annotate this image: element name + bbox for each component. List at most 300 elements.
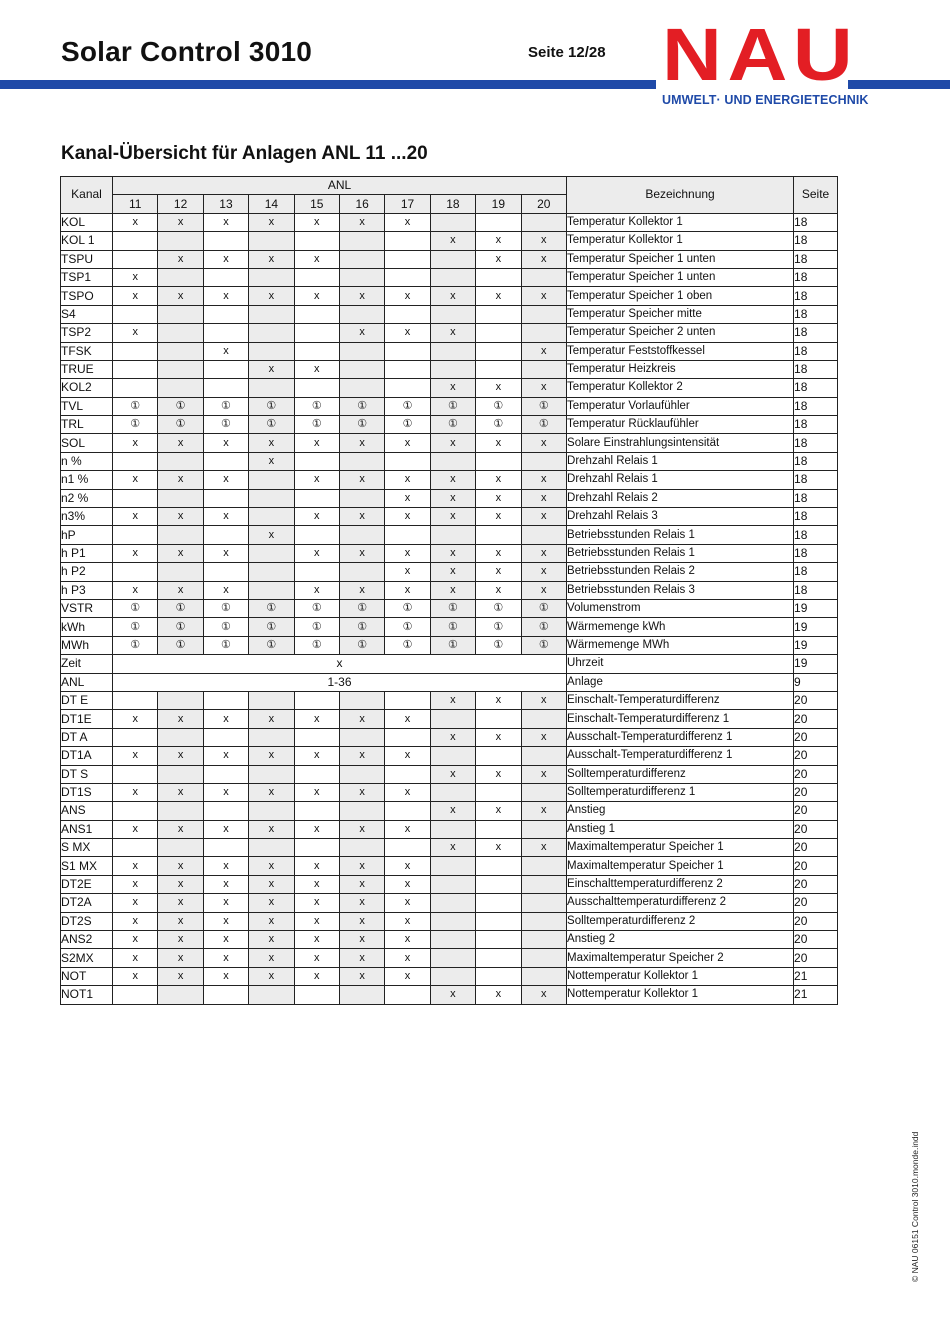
description-cell: Betriebsstunden Relais 1 [567, 526, 794, 544]
anl-mark-cell: x [113, 434, 158, 452]
header-anl-number: 15 [294, 195, 339, 213]
anl-mark-cell: x [521, 489, 567, 507]
page-ref-cell: 18 [794, 213, 838, 231]
anl-mark-cell: ① [430, 416, 475, 434]
channel-code: DT E [61, 691, 113, 709]
anl-mark-cell [476, 875, 521, 893]
anl-mark-cell [476, 213, 521, 231]
anl-mark-cell: x [294, 710, 339, 728]
anl-mark-cell [294, 691, 339, 709]
description-cell: Temperatur Rücklaufühler [567, 416, 794, 434]
page-ref-cell: 19 [794, 636, 838, 654]
anl-mark-cell: x [249, 967, 294, 985]
anl-mark-cell [113, 489, 158, 507]
anl-mark-cell [203, 563, 248, 581]
description-cell: Drehzahl Relais 1 [567, 471, 794, 489]
anl-mark-cell [476, 857, 521, 875]
anl-mark-cell: x [203, 287, 248, 305]
anl-mark-cell: x [249, 894, 294, 912]
anl-mark-cell [385, 452, 430, 470]
anl-mark-cell: ① [476, 397, 521, 415]
description-cell: Ausschalt-Temperaturdifferenz 1 [567, 747, 794, 765]
anl-mark-cell: x [430, 765, 475, 783]
page-ref-cell: 18 [794, 268, 838, 286]
table-row [61, 213, 838, 231]
anl-mark-cell [339, 765, 384, 783]
anl-mark-cell: ① [521, 416, 567, 434]
anl-mark-cell [203, 802, 248, 820]
anl-mark-cell: ① [385, 397, 430, 415]
anl-mark-cell [203, 305, 248, 323]
page-ref-cell: 20 [794, 839, 838, 857]
description-cell: Nottemperatur Kollektor 1 [567, 986, 794, 1004]
description-cell: Temperatur Feststoffkessel [567, 342, 794, 360]
anl-mark-cell [430, 875, 475, 893]
anl-mark-cell: x [430, 581, 475, 599]
logo-letters: NAU [662, 13, 859, 96]
anl-mark-cell [294, 342, 339, 360]
description-cell: Temperatur Kollektor 1 [567, 213, 794, 231]
anl-mark-cell: x [339, 894, 384, 912]
anl-mark-cell: x [521, 728, 567, 746]
description-cell: Uhrzeit [567, 655, 794, 673]
anl-mark-cell [203, 526, 248, 544]
anl-mark-cell: ① [339, 416, 384, 434]
page-ref-cell: 20 [794, 691, 838, 709]
anl-mark-cell: x [203, 342, 248, 360]
anl-mark-cell [158, 728, 203, 746]
anl-mark-cell: x [476, 691, 521, 709]
anl-mark-cell [249, 508, 294, 526]
anl-mark-cell: ① [158, 397, 203, 415]
anl-mark-cell: x [294, 967, 339, 985]
anl-mark-cell [294, 324, 339, 342]
anl-mark-cell [430, 710, 475, 728]
anl-mark-cell: x [430, 563, 475, 581]
description-cell: Drehzahl Relais 1 [567, 452, 794, 470]
description-cell: Nottemperatur Kollektor 1 [567, 967, 794, 985]
table-row [61, 324, 838, 342]
page-ref-cell: 18 [794, 581, 838, 599]
anl-mark-cell: x [385, 581, 430, 599]
anl-mark-cell: x [158, 967, 203, 985]
anl-mark-cell [203, 691, 248, 709]
table-row [61, 691, 838, 709]
anl-mark-cell: x [385, 324, 430, 342]
channel-code: SOL [61, 434, 113, 452]
channel-code: KOL [61, 213, 113, 231]
anl-mark-cell [430, 747, 475, 765]
anl-mark-cell: x [113, 287, 158, 305]
anl-mark-cell: x [339, 931, 384, 949]
anl-mark-cell: x [430, 839, 475, 857]
anl-mark-cell [158, 360, 203, 378]
anl-mark-cell: x [294, 931, 339, 949]
description-cell: Temperatur Speicher 1 unten [567, 250, 794, 268]
channel-code: n2 % [61, 489, 113, 507]
channel-code: NOT1 [61, 986, 113, 1004]
anl-mark-cell: x [521, 434, 567, 452]
anl-mark-cell: ① [249, 636, 294, 654]
anl-mark-cell: x [113, 324, 158, 342]
header-anl: ANL [113, 177, 567, 195]
anl-mark-cell: x [203, 949, 248, 967]
anl-mark-cell: ① [339, 618, 384, 636]
anl-mark-cell: ① [521, 618, 567, 636]
anl-mark-cell: x [339, 581, 384, 599]
table-body [61, 213, 838, 1004]
anl-mark-cell [339, 452, 384, 470]
anl-mark-cell [476, 342, 521, 360]
anl-mark-cell: x [476, 250, 521, 268]
anl-mark-cell: x [521, 287, 567, 305]
page-ref-cell: 18 [794, 416, 838, 434]
anl-mark-cell: ① [158, 618, 203, 636]
anl-mark-cell: x [430, 986, 475, 1004]
channel-code: DT2E [61, 875, 113, 893]
anl-mark-cell: x [113, 581, 158, 599]
anl-mark-cell: ① [203, 397, 248, 415]
anl-mark-cell [385, 268, 430, 286]
anl-mark-cell: x [294, 287, 339, 305]
channel-code: kWh [61, 618, 113, 636]
anl-mark-cell: x [339, 912, 384, 930]
anl-mark-cell [430, 268, 475, 286]
anl-mark-cell: x [430, 287, 475, 305]
anl-mark-cell [294, 802, 339, 820]
anl-mark-cell: ① [158, 416, 203, 434]
anl-mark-cell: ① [203, 618, 248, 636]
page-ref-cell: 18 [794, 342, 838, 360]
anl-mark-cell: x [339, 857, 384, 875]
anl-mark-cell [113, 563, 158, 581]
anl-mark-cell: x [249, 452, 294, 470]
table-row [61, 268, 838, 286]
anl-mark-cell: x [385, 949, 430, 967]
table-row [61, 305, 838, 323]
page-ref-cell: 18 [794, 305, 838, 323]
page-ref-cell: 18 [794, 287, 838, 305]
header-anl-number: 11 [113, 195, 158, 213]
channel-code: S MX [61, 839, 113, 857]
description-cell: Maximaltemperatur Speicher 1 [567, 839, 794, 857]
anl-mark-cell [249, 581, 294, 599]
anl-mark-cell [521, 305, 567, 323]
anl-mark-cell: x [521, 232, 567, 250]
channel-code: DT2A [61, 894, 113, 912]
anl-mark-cell [339, 305, 384, 323]
anl-mark-cell: x [339, 820, 384, 838]
anl-mark-cell: x [113, 471, 158, 489]
page-ref-cell: 18 [794, 250, 838, 268]
description-cell: Temperatur Speicher 1 oben [567, 287, 794, 305]
anl-mark-cell [113, 232, 158, 250]
anl-mark-cell: ① [339, 636, 384, 654]
page-ref-cell: 20 [794, 949, 838, 967]
anl-mark-cell: x [158, 857, 203, 875]
anl-mark-cell: x [476, 471, 521, 489]
anl-mark-cell: ① [158, 636, 203, 654]
channel-code: DT1E [61, 710, 113, 728]
anl-mark-cell: ① [203, 599, 248, 617]
table-row [61, 894, 838, 912]
anl-mark-cell: x [158, 544, 203, 562]
anl-mark-cell: ① [203, 636, 248, 654]
channel-code: S2MX [61, 949, 113, 967]
anl-mark-cell: ① [476, 636, 521, 654]
anl-mark-cell: x [385, 287, 430, 305]
anl-mark-cell: ① [430, 599, 475, 617]
anl-mark-cell: x [294, 250, 339, 268]
anl-mark-cell: x [203, 508, 248, 526]
anl-mark-cell [521, 710, 567, 728]
anl-mark-cell [339, 691, 384, 709]
anl-mark-cell [476, 747, 521, 765]
channel-code: h P1 [61, 544, 113, 562]
anl-mark-cell [476, 710, 521, 728]
description-cell: Einschalt-Temperaturdifferenz 1 [567, 710, 794, 728]
anl-mark-cell: x [158, 508, 203, 526]
channel-code: KOL 1 [61, 232, 113, 250]
anl-mark-cell [113, 379, 158, 397]
anl-mark-cell [249, 489, 294, 507]
anl-mark-cell [521, 526, 567, 544]
anl-mark-cell: x [476, 232, 521, 250]
anl-mark-cell: x [203, 544, 248, 562]
page-ref-cell: 18 [794, 563, 838, 581]
anl-mark-cell [430, 250, 475, 268]
table-row [61, 839, 838, 857]
anl-mark-cell: x [203, 912, 248, 930]
anl-mark-cell [476, 949, 521, 967]
description-cell: Wärmemenge kWh [567, 618, 794, 636]
table-row [61, 783, 838, 801]
anl-mark-cell [430, 857, 475, 875]
anl-mark-cell [385, 728, 430, 746]
anl-mark-cell: x [339, 324, 384, 342]
anl-mark-cell: x [385, 563, 430, 581]
document-title: Solar Control 3010 [61, 36, 313, 67]
channel-code: KOL2 [61, 379, 113, 397]
description-cell: Betriebsstunden Relais 1 [567, 544, 794, 562]
anl-mark-cell: x [339, 544, 384, 562]
anl-mark-cell: x [294, 783, 339, 801]
anl-mark-cell: x [158, 894, 203, 912]
anl-mark-cell: ① [249, 397, 294, 415]
anl-mark-cell [113, 802, 158, 820]
anl-mark-cell: x [430, 802, 475, 820]
description-cell: Temperatur Kollektor 2 [567, 379, 794, 397]
anl-mark-cell: x [203, 783, 248, 801]
anl-mark-cell: x [521, 563, 567, 581]
anl-mark-cell [430, 820, 475, 838]
anl-mark-cell: x [113, 931, 158, 949]
anl-mark-cell: ① [339, 599, 384, 617]
channel-code: h P2 [61, 563, 113, 581]
anl-mark-cell: x [294, 581, 339, 599]
table-row [61, 949, 838, 967]
anl-mark-cell: x [203, 434, 248, 452]
anl-mark-cell [158, 268, 203, 286]
header-anl-number: 17 [385, 195, 430, 213]
anl-mark-cell [113, 765, 158, 783]
anl-mark-cell [158, 691, 203, 709]
span-cell: x [113, 655, 567, 673]
anl-mark-cell: x [385, 875, 430, 893]
anl-mark-cell: x [339, 508, 384, 526]
page-ref-cell: 9 [794, 673, 838, 691]
anl-mark-cell [294, 452, 339, 470]
description-cell: Maximaltemperatur Speicher 1 [567, 857, 794, 875]
channel-code: TVL [61, 397, 113, 415]
anl-mark-cell [339, 360, 384, 378]
anl-mark-cell: ① [249, 416, 294, 434]
page-ref-cell: 21 [794, 986, 838, 1004]
channel-code: ANL [61, 673, 113, 691]
anl-mark-cell: x [249, 857, 294, 875]
anl-mark-cell [249, 379, 294, 397]
page-ref-cell: 20 [794, 765, 838, 783]
anl-mark-cell [430, 912, 475, 930]
anl-mark-cell: ① [521, 636, 567, 654]
page-ref-cell: 18 [794, 324, 838, 342]
page-ref-cell: 20 [794, 912, 838, 930]
anl-mark-cell: x [476, 489, 521, 507]
anl-mark-cell: ① [294, 599, 339, 617]
section-title: Kanal-Übersicht für Anlagen ANL 11 ...20 [61, 143, 428, 164]
anl-mark-cell [430, 213, 475, 231]
anl-mark-cell [476, 783, 521, 801]
anl-mark-cell [249, 544, 294, 562]
table-row [61, 342, 838, 360]
anl-mark-cell: ① [476, 599, 521, 617]
anl-mark-cell [113, 452, 158, 470]
anl-mark-cell: x [521, 544, 567, 562]
page-ref-cell: 18 [794, 471, 838, 489]
anl-mark-cell: x [385, 747, 430, 765]
header-rule-left [0, 80, 656, 89]
anl-mark-cell [249, 765, 294, 783]
anl-mark-cell: x [158, 949, 203, 967]
anl-mark-cell: x [249, 250, 294, 268]
description-cell: Wärmemenge MWh [567, 636, 794, 654]
span-cell: 1-36 [113, 673, 567, 691]
page-ref-cell: 21 [794, 967, 838, 985]
table-row [61, 875, 838, 893]
table-row [61, 673, 838, 691]
description-cell: Temperatur Kollektor 1 [567, 232, 794, 250]
anl-mark-cell [294, 986, 339, 1004]
table-row [61, 967, 838, 985]
anl-mark-cell: x [521, 471, 567, 489]
table-row [61, 287, 838, 305]
anl-mark-cell [294, 489, 339, 507]
anl-mark-cell: x [249, 213, 294, 231]
anl-mark-cell: x [476, 728, 521, 746]
anl-mark-cell [430, 342, 475, 360]
table-row [61, 581, 838, 599]
table-row [61, 489, 838, 507]
anl-mark-cell: x [339, 875, 384, 893]
anl-mark-cell: x [385, 820, 430, 838]
anl-mark-cell: ① [385, 416, 430, 434]
anl-mark-cell: x [476, 508, 521, 526]
anl-mark-cell: x [476, 765, 521, 783]
anl-mark-cell [294, 379, 339, 397]
anl-mark-cell [249, 563, 294, 581]
anl-mark-cell: x [294, 471, 339, 489]
description-cell: Einschalt-Temperaturdifferenz [567, 691, 794, 709]
anl-mark-cell: x [430, 691, 475, 709]
anl-mark-cell [430, 360, 475, 378]
channel-code: DT1A [61, 747, 113, 765]
anl-mark-cell: ① [113, 618, 158, 636]
anl-mark-cell [339, 839, 384, 857]
anl-mark-cell: x [476, 802, 521, 820]
anl-mark-cell [294, 232, 339, 250]
channel-code: ANS [61, 802, 113, 820]
anl-mark-cell: x [249, 747, 294, 765]
anl-mark-cell [385, 691, 430, 709]
table-row [61, 232, 838, 250]
anl-mark-cell [113, 691, 158, 709]
page-ref-cell: 20 [794, 802, 838, 820]
header-rule-right [848, 80, 950, 89]
anl-mark-cell [158, 802, 203, 820]
anl-mark-cell [113, 526, 158, 544]
anl-mark-cell: x [203, 710, 248, 728]
anl-mark-cell: x [476, 544, 521, 562]
anl-mark-cell: x [203, 471, 248, 489]
anl-mark-cell [294, 728, 339, 746]
anl-mark-cell [113, 360, 158, 378]
page-ref-cell: 20 [794, 783, 838, 801]
anl-mark-cell: x [294, 360, 339, 378]
anl-mark-cell [113, 986, 158, 1004]
page-ref-cell: 18 [794, 232, 838, 250]
anl-mark-cell [385, 839, 430, 857]
page-ref-cell: 19 [794, 599, 838, 617]
anl-mark-cell [113, 250, 158, 268]
anl-mark-cell [385, 360, 430, 378]
anl-mark-cell: ① [113, 416, 158, 434]
anl-mark-cell: x [385, 931, 430, 949]
anl-mark-cell [476, 305, 521, 323]
anl-mark-cell [339, 342, 384, 360]
description-cell: Solltemperaturdifferenz 2 [567, 912, 794, 930]
channel-code: TSP2 [61, 324, 113, 342]
anl-mark-cell [203, 360, 248, 378]
anl-mark-cell: x [113, 710, 158, 728]
anl-mark-cell: x [113, 268, 158, 286]
anl-mark-cell [249, 342, 294, 360]
anl-mark-cell: x [430, 544, 475, 562]
anl-mark-cell: x [158, 820, 203, 838]
anl-mark-cell: x [113, 949, 158, 967]
anl-mark-cell: x [113, 967, 158, 985]
table-row [61, 765, 838, 783]
anl-mark-cell: x [203, 875, 248, 893]
anl-mark-cell [158, 986, 203, 1004]
channel-table [60, 176, 838, 1005]
anl-mark-cell [249, 839, 294, 857]
page-ref-cell: 20 [794, 931, 838, 949]
anl-mark-cell: ① [249, 618, 294, 636]
anl-mark-cell [249, 232, 294, 250]
table-row [61, 747, 838, 765]
anl-mark-cell: x [339, 213, 384, 231]
anl-mark-cell [385, 305, 430, 323]
